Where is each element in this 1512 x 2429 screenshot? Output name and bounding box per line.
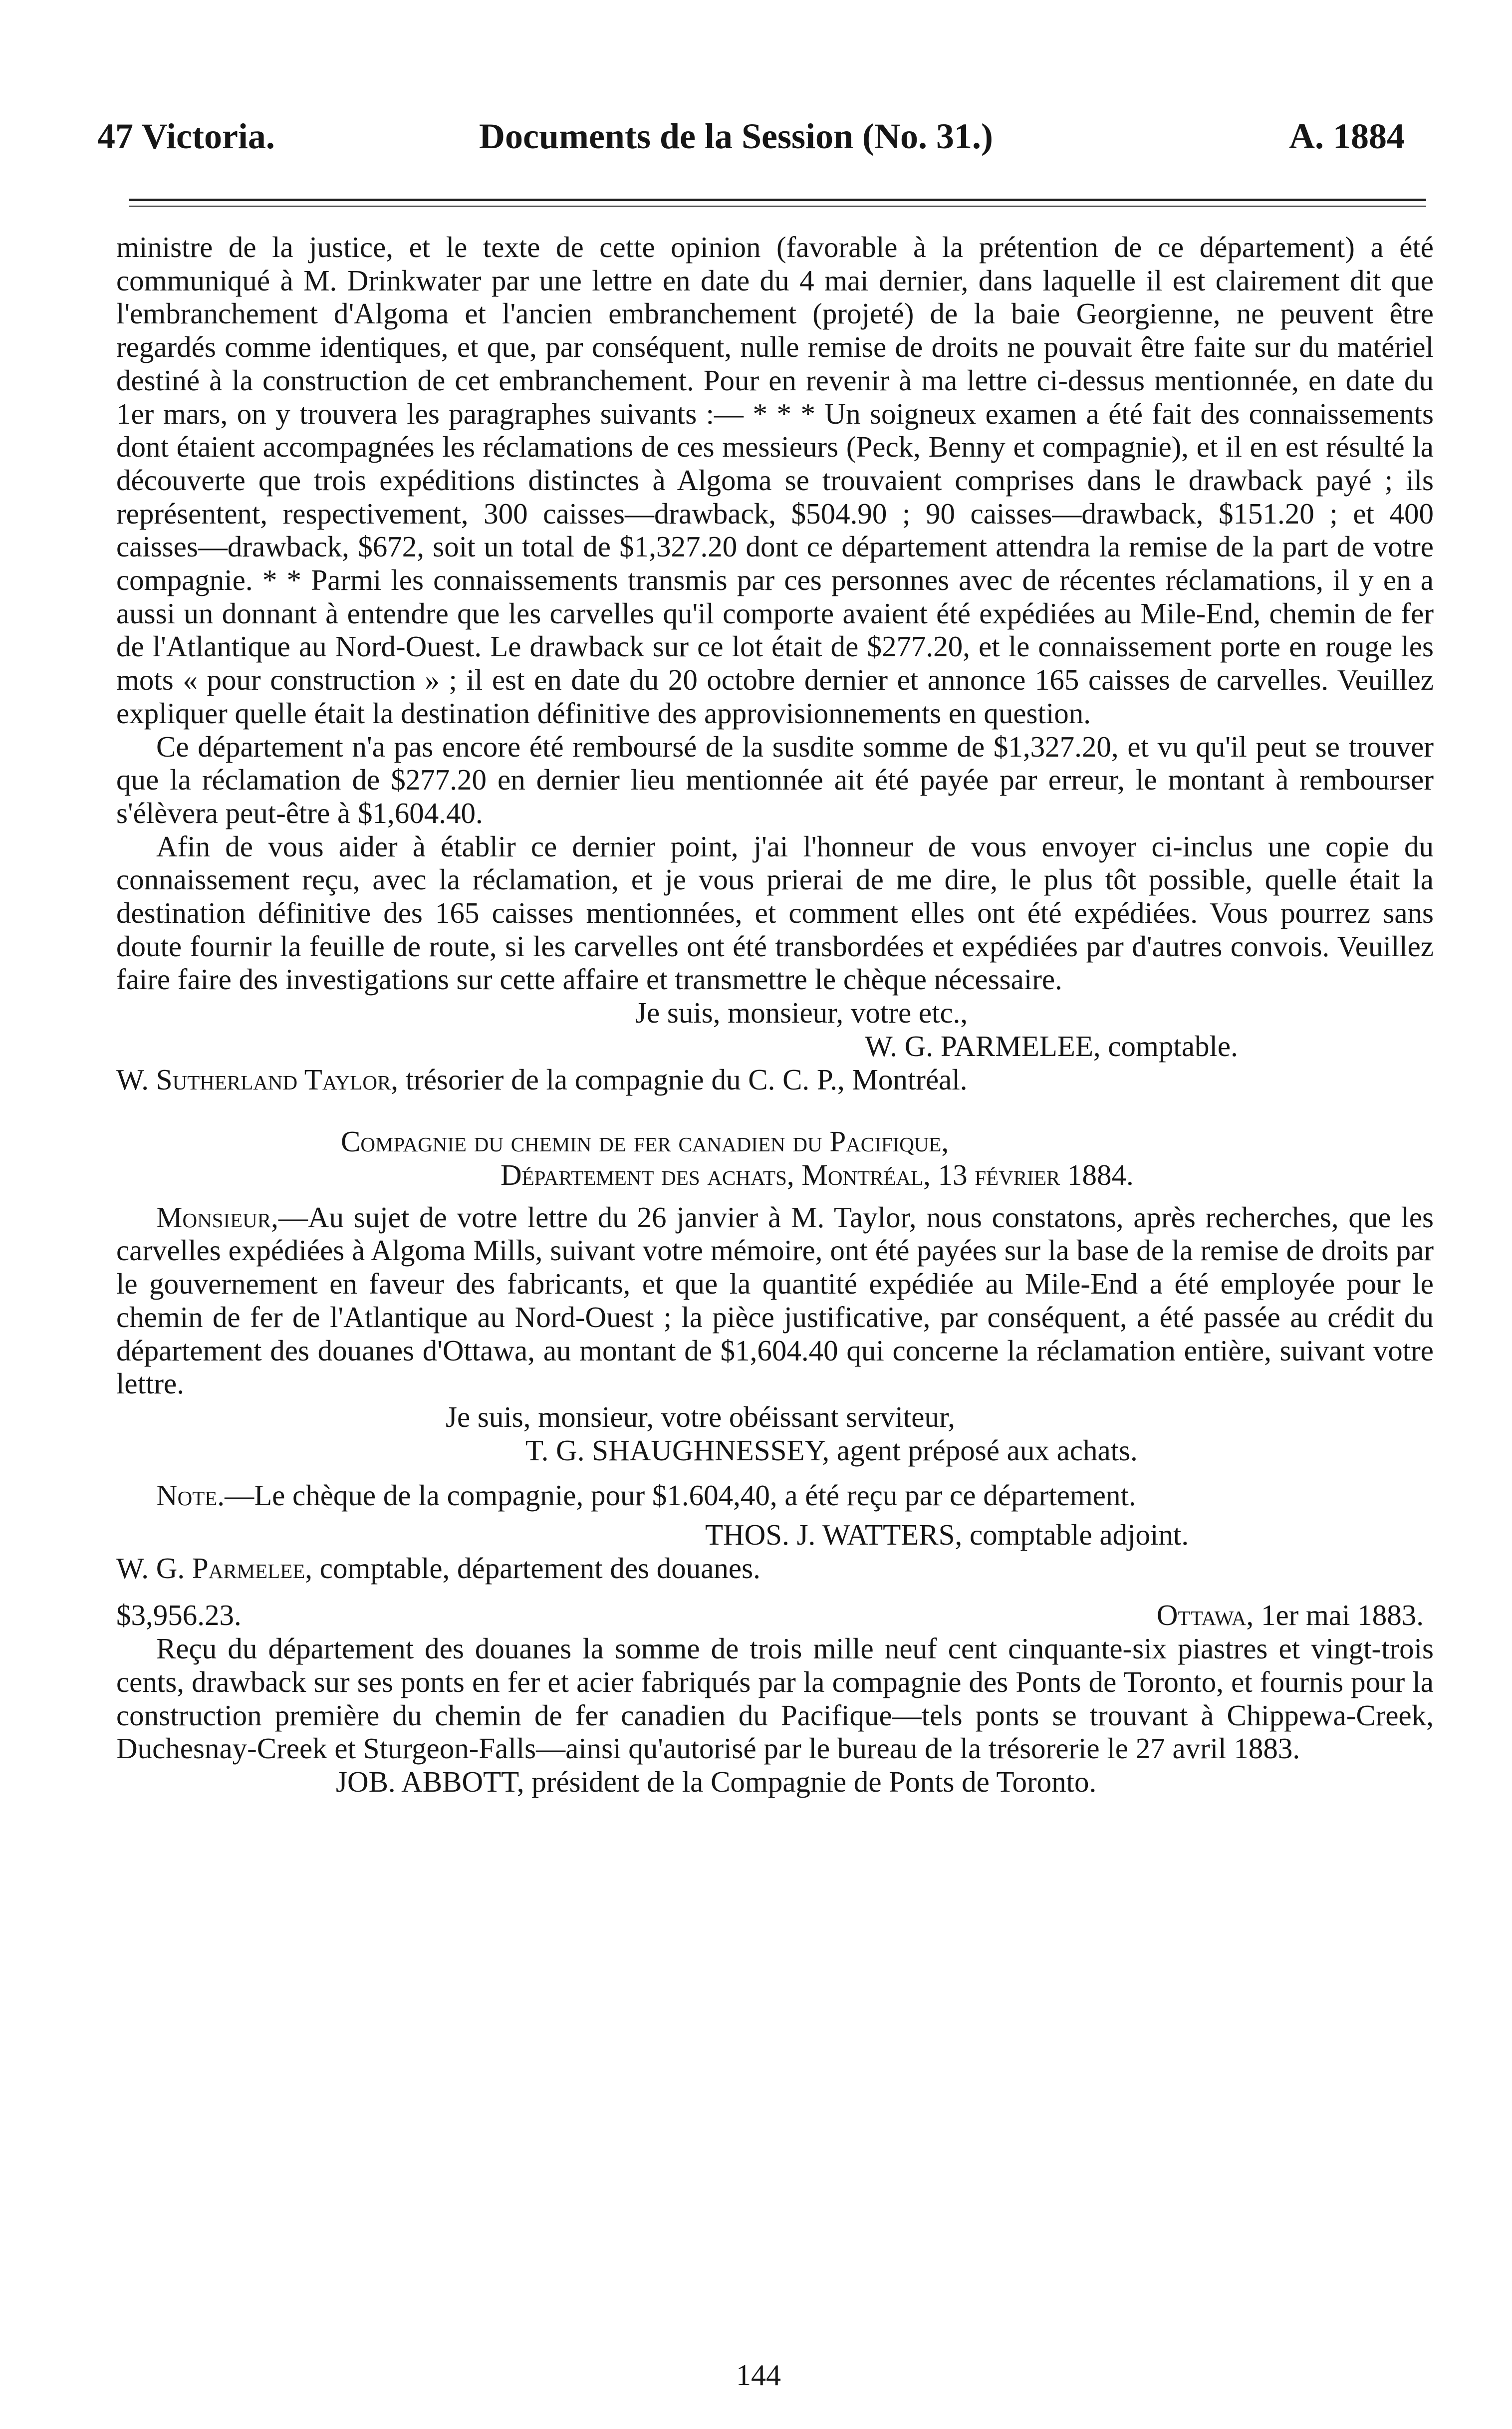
letter2-addressee-name: W. G. Parmelee bbox=[116, 1551, 305, 1585]
letter2-note-signature: THOS. J. WATTERS, comptable adjoint. bbox=[705, 1518, 1189, 1552]
page-body bbox=[116, 231, 1434, 1799]
letter1-body: ministre de la justice, et le texte de cette opinion (favorable à la prétention de ce département) a été communiqué à M. Drinkwater par une lettre en date du 4 mai dernier, dans laquelle il est clairement dit que l'embranchement d'Algoma et l'ancien embranchement (projeté) de la baie Georgienne, ne peuvent être regardés comme identiques, et que, par conséquent, nulle remise de droits ne pouvait être faite sur du matériel destiné à la construction de cet embranchement. Pour en revenir à ma lettre ci-dessus mentionnée, en date du 1er mars, on y trouvera les paragraphes suivants :— * * * Un soigneux examen a été fait des connaissements dont étaient accompagnées les réclamations de ces messieurs (Peck, Benny et compagnie), et il en est résulté la découverte que trois expéditions distinctes à Algoma se trouvaient comprises dans le drawback payé ; ils représentent, respectivement, 300 caisses—drawback, $504.90 ; 90 caisses—drawback, $151.20 ; et 400 caisses—drawback, $672, soit un total de $1,327.20 dont ce département attendra la remise de la part de votre compagnie. * * Parmi les connaissements transmis par ces personnes avec de récentes réclamations, il y en a aussi un donnant à entendre que les carvelles qu'il comporte avaient été expédiées au Mile-End, chemin de fer de l'Atlantique au Nord-Ouest. Le drawback sur ce lot était de $277.20, et le connaissement porte en rouge les mots « pour construction » ; il est en date du 20 octobre dernier et annonce 165 caisses de carvelles. Veuillez expliquer quelle était la destination définitive des approvisionnements en question. bbox=[116, 231, 1434, 730]
receipt-body: Reçu du département des douanes la somme de trois mille neuf cent cinquante-six piastres et vingt-trois cents, drawback sur ses ponts en fer et acier fabriqués par la compagnie des Ponts de Toronto, et fournis pour la construction première du chemin de fer canadien du Pacifique—tels ponts se trouvant à Chippewa-Creek, Duchesnay-Creek et Sturgeon-Falls—ainsi qu'autorisé par le bureau de la trésorerie le 27 avril 1883. bbox=[116, 1632, 1434, 1765]
letter1-addressee-name: W. Sutherland Taylor bbox=[116, 1063, 391, 1096]
letter2-closing: Je suis, monsieur, votre obéissant serviteur, bbox=[446, 1400, 956, 1433]
letter1-para2: Ce département n'a pas encore été remboursé de la susdite somme de $1,327.20, et vu qu'il peut se trouver que la réclamation de $277.20 en dernier lieu mentionnée ait été payée par erreur, le montant à rembourser s'élèvera peut-être à $1,604.40. bbox=[116, 730, 1434, 829]
receipt-amount: $3,956.23. bbox=[116, 1599, 242, 1632]
letter2-addressee bbox=[116, 1552, 1434, 1585]
letter1-closing: Je suis, monsieur, votre etc., bbox=[635, 996, 968, 1030]
letter2-heading1: Compagnie du chemin de fer canadien du Pacifique, bbox=[341, 1125, 949, 1158]
page-number: 144 bbox=[736, 2359, 781, 2392]
letter2-heading2: Département des achats, Montréal, 13 février 1884. bbox=[501, 1158, 1134, 1191]
letter1-addressee-rest: , trésorier de la compagnie du C. C. P., Montréal. bbox=[391, 1063, 968, 1096]
letter2-salutation: Monsieur, bbox=[156, 1200, 278, 1234]
receipt-place: Ottawa bbox=[1156, 1599, 1247, 1632]
header-rule-thin bbox=[129, 206, 1426, 207]
header-left: 47 Victoria. bbox=[97, 116, 275, 156]
letter1-signature: W. G. PARMELEE, comptable. bbox=[865, 1029, 1238, 1063]
receipt-dateline bbox=[1157, 1599, 1434, 1632]
letter2-body bbox=[116, 1201, 1434, 1400]
letter2-note-text: —Le chèque de la compagnie, pour $1.604,40, a été reçu par ce département. bbox=[225, 1479, 1136, 1512]
letter2-note-label: Note. bbox=[156, 1479, 225, 1512]
letter1-addressee bbox=[116, 1063, 1434, 1096]
header-rule-thick bbox=[129, 199, 1426, 201]
running-header bbox=[97, 116, 1405, 161]
letter1-para3: Afin de vous aider à établir ce dernier point, j'ai l'honneur de vous envoyer ci-inclus une copie du connaissement reçu, avec la réclamation, et je vous prierai de me dire, le plus tôt possible, quelle était la destination définitive des 165 caisses mentionnées, et comment elles ont été expédiées. Vous pourrez sans doute fournir la feuille de route, si les carvelles ont été transbordées et expédiées par d'autres convois. Veuillez faire faire des investigations sur cette affaire et transmettre le chèque nécessaire. bbox=[116, 829, 1434, 996]
receipt-line bbox=[116, 1599, 1434, 1632]
receipt-signature: JOB. ABBOTT, président de la Compagnie de Ponts de Toronto. bbox=[336, 1765, 1097, 1798]
header-right: A. 1884 bbox=[1289, 116, 1405, 156]
letter2-body-text: —Au sujet de votre lettre du 26 janvier à M. Taylor, nous constatons, après recherches, que les carvelles expédiées à Algoma Mills, suivant votre mémoire, ont été payées sur la base de la remise de droits par le gouvernement en faveur des fabricants, et que la quantité expédiée au Mile-End a été employée pour le chemin de fer de l'Atlantique au Nord-Ouest ; la pièce justificative, par conséquent, a été passée au crédit du département des douanes d'Ottawa, au montant de $1,604.40 qui concerne la réclamation entière, suivant votre lettre. bbox=[116, 1200, 1434, 1400]
receipt-date: , 1er mai 1883. bbox=[1246, 1599, 1424, 1632]
letter2-signature: T. G. SHAUGHNESSEY, agent préposé aux achats. bbox=[525, 1433, 1138, 1467]
letter2-addressee-rest: , comptable, département des douanes. bbox=[305, 1551, 760, 1585]
header-center: Documents de la Session (No. 31.) bbox=[479, 116, 994, 156]
letter2-note bbox=[116, 1479, 1434, 1512]
